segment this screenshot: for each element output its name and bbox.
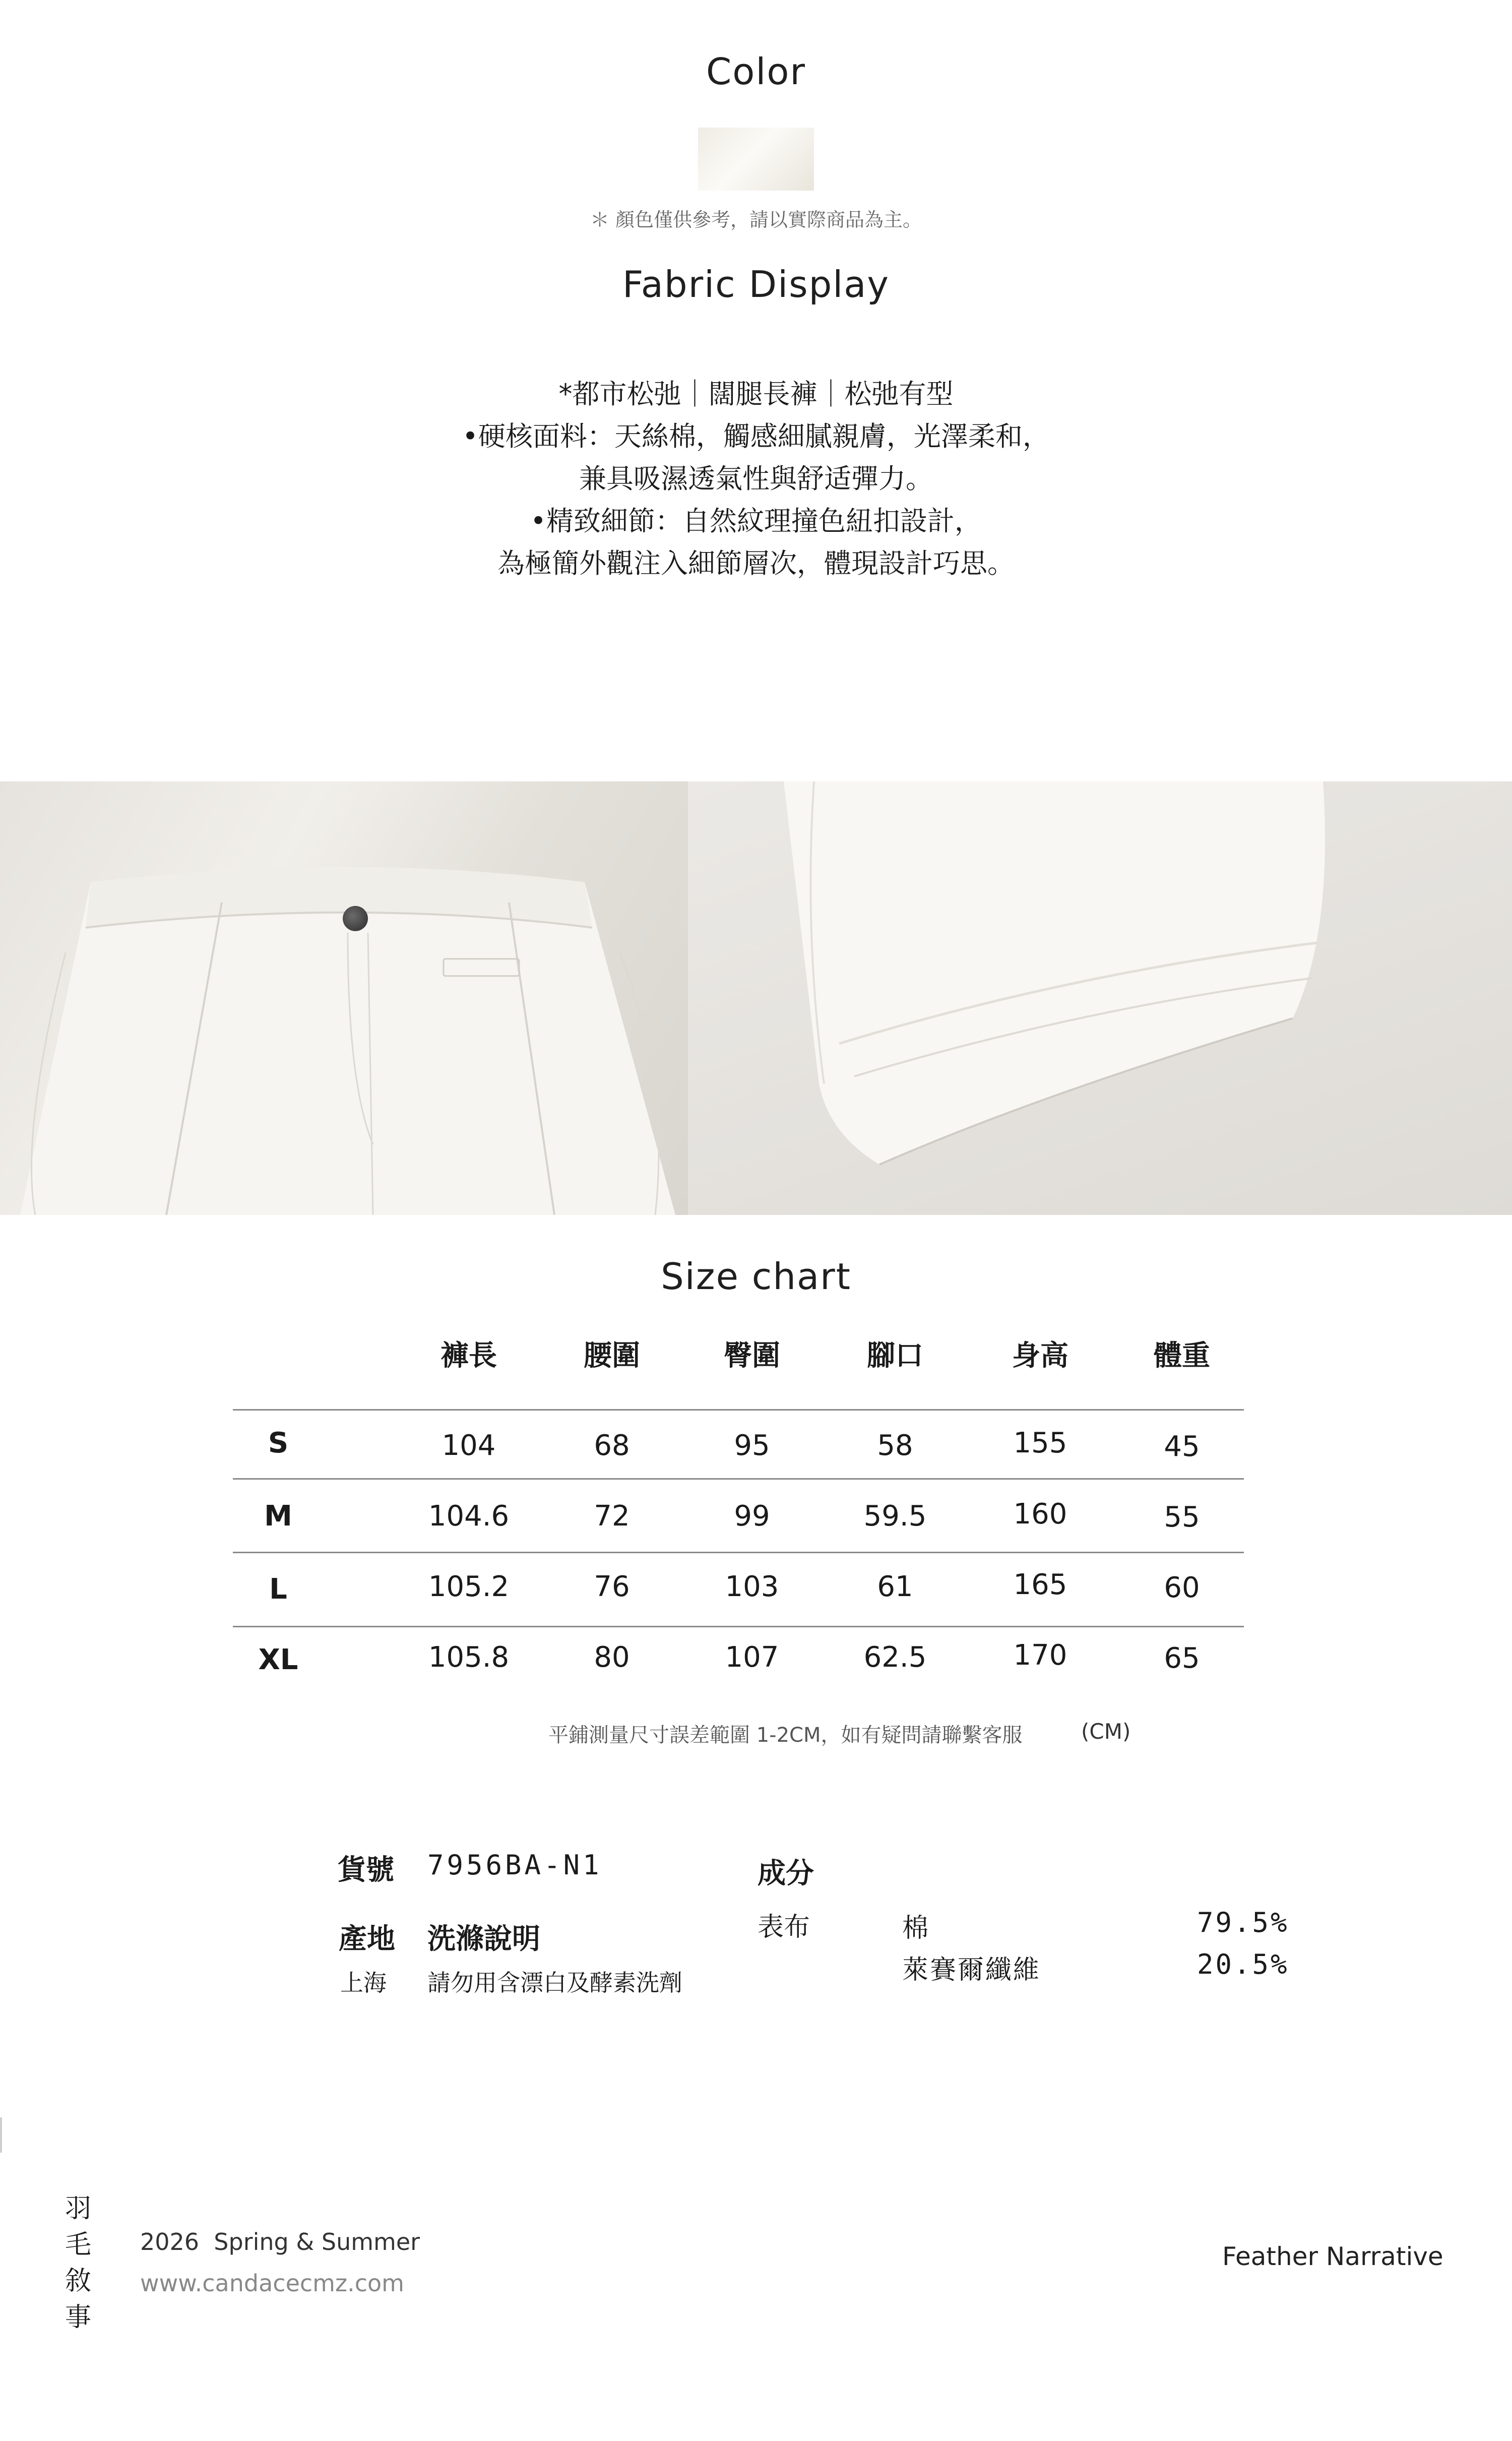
pants-front-illustration: [0, 781, 688, 1215]
size-label: XL: [258, 1643, 298, 1676]
table-cell: 99: [734, 1500, 770, 1533]
table-cell: 65: [1164, 1642, 1200, 1675]
table-divider: [233, 1409, 1244, 1411]
size-chart-heading: Size chart: [661, 1255, 851, 1298]
origin-label: 產地: [339, 1923, 395, 1956]
fabric-line: *都市松弛｜闊腿長褲｜松弛有型: [558, 378, 954, 410]
website-link[interactable]: www.candacecmz.com: [140, 2270, 404, 2297]
layer-label: 表布: [758, 1912, 810, 1942]
color-note: ＊ 顏色僅供參考，請以實際商品為主。: [590, 209, 922, 231]
photo-hem-detail: [688, 781, 1512, 1215]
table-cell: 103: [725, 1570, 779, 1603]
brand-char: 敘: [65, 2266, 91, 2296]
table-cell: 62.5: [863, 1641, 927, 1674]
column-header: 體重: [1154, 1339, 1210, 1372]
table-cell: 155: [1013, 1427, 1067, 1459]
fabric-line: •硬核面料：天絲棉，觸感細膩親膚，光澤柔和，: [462, 420, 1050, 452]
material-name: 棉: [902, 1913, 929, 1943]
table-cell: 160: [1013, 1498, 1067, 1531]
table-cell: 68: [594, 1429, 630, 1462]
color-heading: Color: [706, 50, 806, 93]
column-header: 褲長: [440, 1339, 497, 1372]
column-header: 臀圍: [724, 1339, 780, 1372]
table-cell: 105.8: [428, 1641, 510, 1674]
table-divider: [233, 1478, 1244, 1480]
table-cell: 76: [594, 1570, 630, 1603]
size-unit: (CM): [1081, 1719, 1131, 1744]
material-name: 萊賽爾纖維: [902, 1955, 1041, 1985]
table-cell: 105.2: [428, 1570, 510, 1603]
fabric-line: 兼具吸濕透氣性與舒适彈力。: [579, 463, 933, 495]
table-cell: 95: [734, 1429, 770, 1462]
pants-hem-illustration: [688, 781, 1512, 1215]
material-percent: 79.5%: [1197, 1907, 1289, 1938]
brand-char: 毛: [65, 2230, 91, 2260]
wash-label: 洗滌說明: [427, 1923, 540, 1956]
season-text: 2026 Spring & Summer: [140, 2228, 420, 2255]
brand-char: 事: [65, 2302, 91, 2333]
brand-char: 羽: [65, 2193, 91, 2224]
table-cell: 60: [1164, 1571, 1200, 1604]
size-label: L: [269, 1573, 287, 1606]
size-table: [233, 1333, 1244, 1686]
brand-vertical-logo: [63, 2190, 93, 2336]
material-percent: 20.5%: [1197, 1948, 1289, 1980]
table-cell: 55: [1164, 1501, 1200, 1534]
fabric-line: •精致細節：自然紋理撞色紐扣設計，: [530, 505, 982, 537]
table-cell: 45: [1164, 1430, 1200, 1463]
fabric-description: [0, 373, 1512, 585]
table-cell: 61: [877, 1570, 913, 1603]
table-cell: 80: [594, 1641, 630, 1674]
brand-english-name: Feather Narrative: [1222, 2242, 1443, 2271]
table-cell: 59.5: [863, 1500, 927, 1533]
table-cell: 104.6: [428, 1500, 510, 1533]
button-icon: [343, 906, 368, 931]
table-cell: 72: [594, 1500, 630, 1533]
origin-value: 上海: [340, 1969, 387, 1996]
composition-label: 成分: [758, 1857, 814, 1890]
column-header: 腳口: [867, 1339, 923, 1372]
table-divider: [233, 1626, 1244, 1627]
table-cell: 104: [442, 1429, 496, 1462]
wash-value: 請勿用含漂白及酵素洗劑: [427, 1969, 682, 1996]
size-label: M: [264, 1500, 292, 1533]
table-divider: [233, 1552, 1244, 1553]
item-no-value: 7956BA-N1: [427, 1849, 602, 1881]
item-no-label: 貨號: [338, 1854, 394, 1886]
table-cell: 165: [1013, 1568, 1067, 1601]
fabric-line: 為極簡外觀注入細節層次，體現設計巧思。: [497, 547, 1015, 579]
color-swatch[interactable]: [698, 128, 814, 191]
table-cell: 107: [725, 1641, 779, 1674]
table-cell: 58: [877, 1429, 913, 1462]
column-header: 身高: [1012, 1339, 1068, 1372]
edge-mark: [0, 2117, 2, 2153]
table-cell: 170: [1013, 1639, 1067, 1672]
size-label: S: [268, 1427, 289, 1459]
column-header: 腰圍: [584, 1339, 640, 1372]
fabric-heading: Fabric Display: [622, 263, 890, 306]
size-note: 平鋪測量尺寸誤差範圍 1-2CM，如有疑問請聯繫客服: [548, 1724, 1023, 1747]
photo-waistband-detail: [0, 781, 688, 1215]
